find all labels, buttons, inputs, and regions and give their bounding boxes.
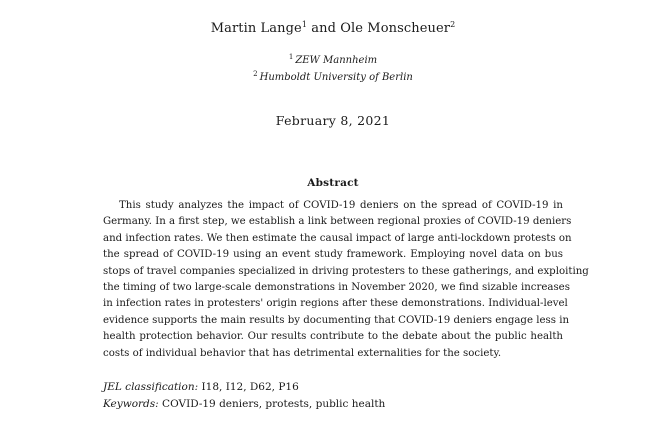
author-1-name: Martin Lange: [210, 21, 302, 36]
affiliation-1-name: ZEW Mannheim: [295, 55, 378, 66]
author-1-affiliation-mark: 1: [301, 20, 308, 29]
author-2-affiliation-mark: 2: [450, 20, 456, 29]
abstract-line: and infection rates. We then estimate the causal impact of large anti-lockdown protests on: [103, 232, 572, 244]
affiliation-1: [0, 53, 666, 66]
abstract-line: the timing of two large-scale demonstrations in November 2020, we find sizable increases: [103, 282, 570, 294]
jel-label: JEL classification:: [103, 381, 199, 393]
affiliation-2: [0, 70, 666, 83]
affiliation-2-name: Humboldt University of Berlin: [259, 72, 413, 83]
abstract-line: costs of individual behavior that has detrimental externalities for the society.: [103, 347, 502, 359]
affiliation-1-mark: 1: [288, 53, 294, 61]
jel-classification: [103, 381, 299, 393]
abstract-line: evidence supports the main results by documenting that COVID-19 deniers engage less in: [103, 314, 570, 326]
abstract-heading: Abstract: [307, 177, 359, 189]
author-line: [0, 20, 666, 36]
abstract-line: stops of travel companies specialized in driving protesters to these gatherings, and exploiting: [103, 265, 589, 277]
abstract-line: This study analyzes the impact of COVID-19 deniers on the spread of COVID-19 in: [119, 200, 563, 211]
jel-value: I18, I12, D62, P16: [201, 381, 299, 393]
keywords: [103, 398, 385, 410]
author-conjunction: and: [311, 21, 337, 36]
abstract-line: Germany. In a first step, we establish a link between regional proxies of COVID-19 deniers: [103, 216, 572, 228]
author-2-name: Ole Monscheuer: [340, 21, 451, 36]
abstract-line: in infection rates in protesters' origin regions after these demonstrations. Individual-level: [103, 298, 568, 310]
affiliation-2-mark: 2: [253, 70, 258, 78]
keywords-label: Keywords:: [103, 398, 159, 410]
abstract-body: [103, 198, 589, 362]
abstract-line: health protection behavior. Our results contribute to the debate about the public health: [103, 331, 563, 343]
abstract-line: the spread of COVID-19 using an event study framework. Employing novel data on bus: [103, 249, 563, 261]
paper-date: February 8, 2021: [275, 113, 391, 128]
keywords-value: COVID-19 deniers, protests, public health: [162, 398, 386, 410]
